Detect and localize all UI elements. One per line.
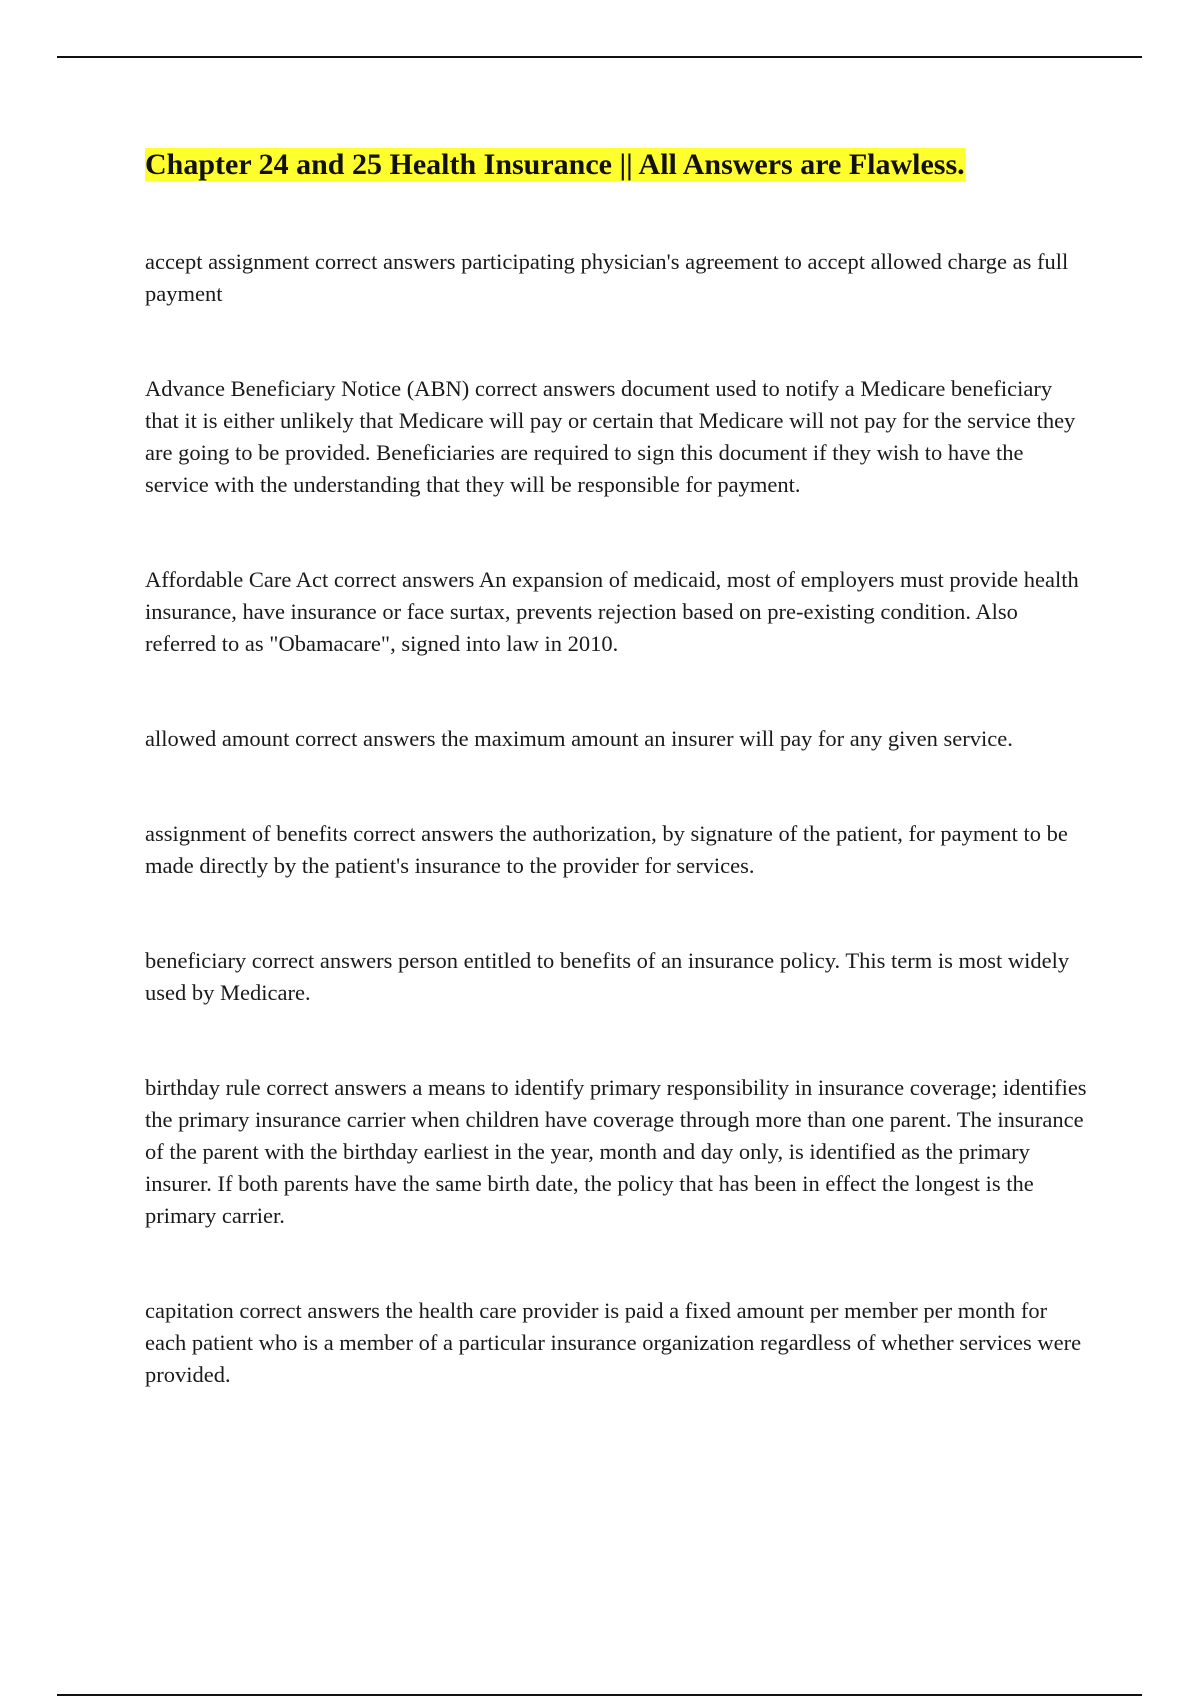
glossary-entry-beneficiary: beneficiary correct answers person entitled to benefits of an insurance policy. This term is most widely used by Medicare. [145,948,1070,1005]
glossary-list [145,246,1090,1391]
footer-rule [57,1694,1142,1696]
glossary-entry-assignment-of-benefits: assignment of benefits correct answers the authorization, by signature of the patient, for payment to be made directly by the patient's insurance to the provider for services. [145,821,1068,878]
glossary-entry-birthday-rule: birthday rule correct answers a means to identify primary responsibility in insurance coverage; identifies the primary insurance carrier when children have coverage through more than one parent. The insurance of the parent with the birthday earliest in the year, month and day only, is identified as the primary insurer. If both parents have the same birth date, the policy that has been in effect the longest is the primary carrier. [145,1075,1087,1228]
header-rule [57,56,1142,58]
page-content [145,147,1090,1454]
glossary-entry-allowed-amount: allowed amount correct answers the maximum amount an insurer will pay for any given service. [145,726,1013,751]
page-title-text: Chapter 24 and 25 Health Insurance || All Answers are Flawless. [145,148,965,181]
page-title [145,147,1090,183]
glossary-entry-accept-assignment: accept assignment correct answers participating physician's agreement to accept allowed charge as full payment [145,249,1069,306]
glossary-entry-capitation: capitation correct answers the health care provider is paid a fixed amount per member per month for each patient who is a member of a particular insurance organization regardless of whether services were provided. [145,1298,1082,1387]
glossary-entry-abn: Advance Beneficiary Notice (ABN) correct answers document used to notify a Medicare beneficiary that it is either unlikely that Medicare will pay or certain that Medicare will not pay for the service they are going to be provided. Beneficiaries are required to sign this document if they wish to have the service with the understanding that they will be responsible for payment. [145,376,1076,497]
glossary-entry-affordable-care-act: Affordable Care Act correct answers An expansion of medicaid, most of employers must provide health insurance, have insurance or face surtax, prevents rejection based on pre-existing condition. Also referred to as "Obamacare", signed into law in 2010. [145,567,1079,656]
